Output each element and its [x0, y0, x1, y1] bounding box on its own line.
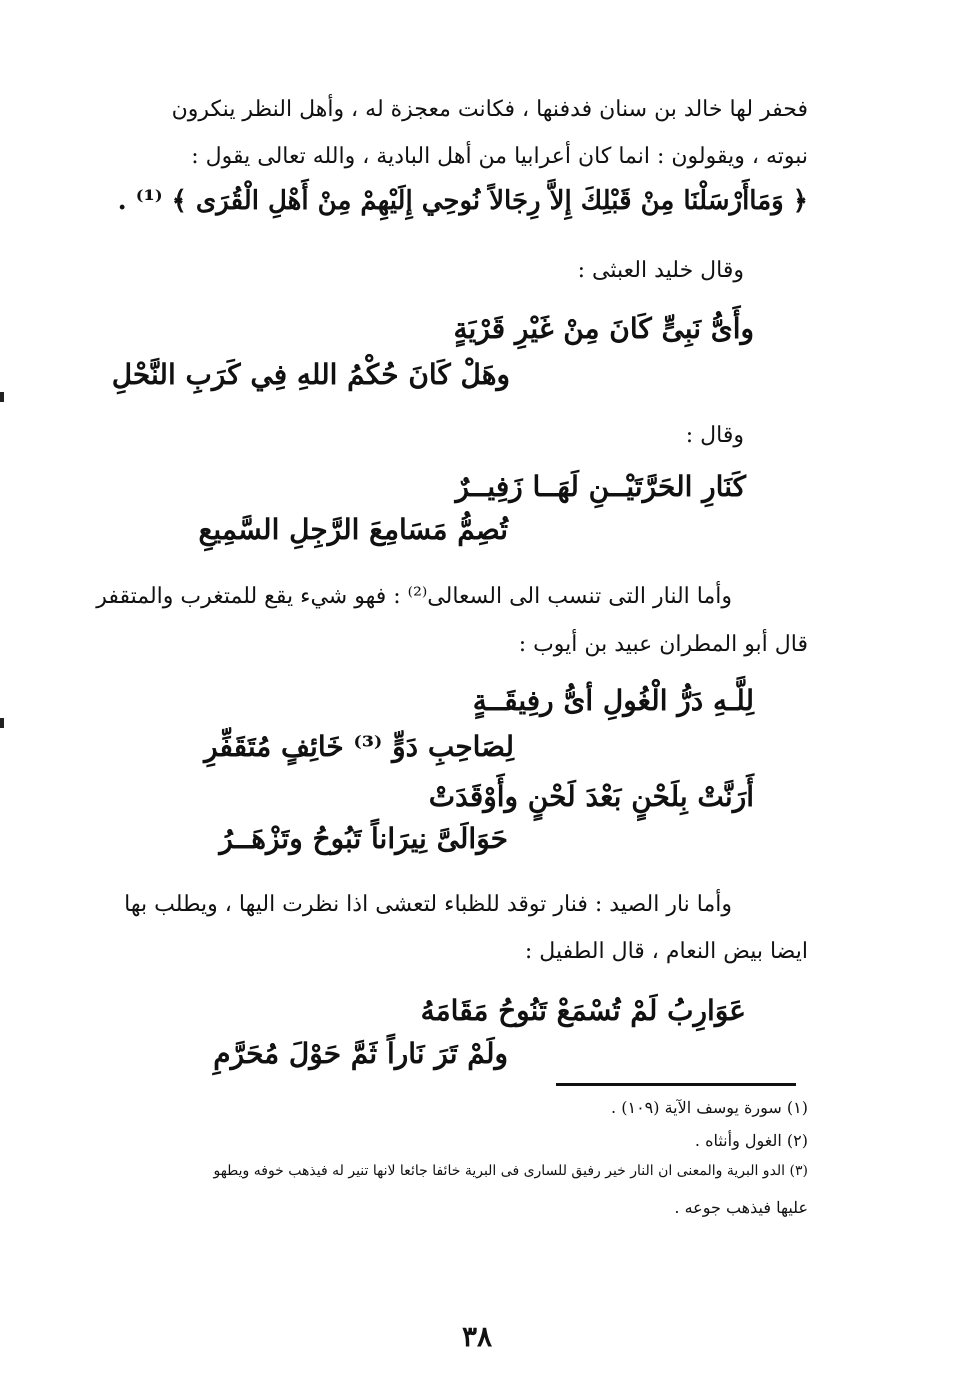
footnote: (١) سورة يوسف الآية (١٠٩) . — [611, 1098, 808, 1117]
verse-intro: وقال : — [685, 423, 744, 448]
paragraph-line: ايضا بيض النعام ، قال الطفيل : — [524, 939, 808, 964]
footnote: (٢) الغول وأنثاه . — [694, 1131, 808, 1150]
scan-edge-mark — [0, 718, 4, 728]
footnote-divider — [556, 1083, 796, 1086]
page-number: ٣٨ — [461, 1320, 493, 1353]
scan-edge-mark — [0, 392, 4, 402]
poem-hemistich: تُصِمُّ مَسَامِعَ الرَّجِلِ السَّمِيعِ — [198, 513, 508, 546]
poem-hemistich: أَرَنَّتْ بِلَحْنٍ بَعْدَ لَحْنٍ وأَوْقَدَتْ — [428, 780, 754, 813]
poem-hemistich: وأَىُّ نَبِىٍّ كَانَ مِنْ غَيْرِ قَرْيَةٍ — [453, 312, 754, 345]
footnote: عليها فيذهب جوعه . — [674, 1198, 808, 1217]
poem-hemistich: عَوَارِبُ لَمْ تُسْمَعْ تَنُوحُ مَقَامَهُ — [420, 994, 746, 1027]
poem-hemistich: لِلَّـهِ دَرُّ الْغُولِ أىُّ رفِيقَــةٍ — [472, 684, 754, 717]
poem-hemistich: حَوَالَىَّ نِيرَاناً تَبُوحُ وتَزْهَــرُ — [219, 822, 508, 855]
verse-intro: وقال خليد العبثى : — [577, 258, 744, 283]
poem-hemistich: كَنَارِ الحَرَّتَيْــنِ لَهَــا زَفِيــرٌ — [455, 470, 746, 503]
paragraph-line: نبوته ، ويقولون : انما كان أعرابيا من أهل البادية ، والله تعالى يقول : — [191, 144, 808, 169]
poem-hemistich: وهَلْ كَانَ حُكْمُ اللهِ فِي كَرَبِ النَّحْلِ — [111, 358, 510, 391]
paragraph-line: وأما نار الصيد : فنار توقد للظباء لتعشى اذا نظرت اليها ، ويطلب بها — [124, 892, 732, 917]
paragraph-line: قال أبو المطران عبيد بن أيوب : — [518, 632, 808, 657]
poem-hemistich: لِصَاحِبِ دَوٍّ ⁽³⁾ خَائِفٍ مُتَقَفِّرِ — [204, 730, 514, 763]
paragraph-line: فحفر لها خالد بن سنان فدفنها ، فكانت معجزة له ، وأهل النظر ينكرون — [171, 97, 808, 122]
quran-verse: ﴿ وَمَاأَرْسَلْنَا مِنْ قَبْلِكَ إِلاَّ رِجَالاً نُوحِي إِلَيْهِمْ مِنْ أَهْلِ الْقُرَى ﴾ ⁽¹⁾ . — [117, 186, 808, 216]
poem-hemistich: ولَمْ تَرَ نَاراً ثَمَّ حَوْلَ مُحَرَّمِ — [213, 1037, 508, 1070]
paragraph-line: وأما النار التى تنسب الى السعالى⁽²⁾ : فهو شيء يقع للمتغرب والمتقفر — [96, 584, 732, 609]
footnote: (٣) الدو البرية والمعنى ان النار خير رفيق للسارى فى البرية خائفا جائعا لانها تنير له فيذهب خوفه ويطهو — [213, 1163, 808, 1179]
